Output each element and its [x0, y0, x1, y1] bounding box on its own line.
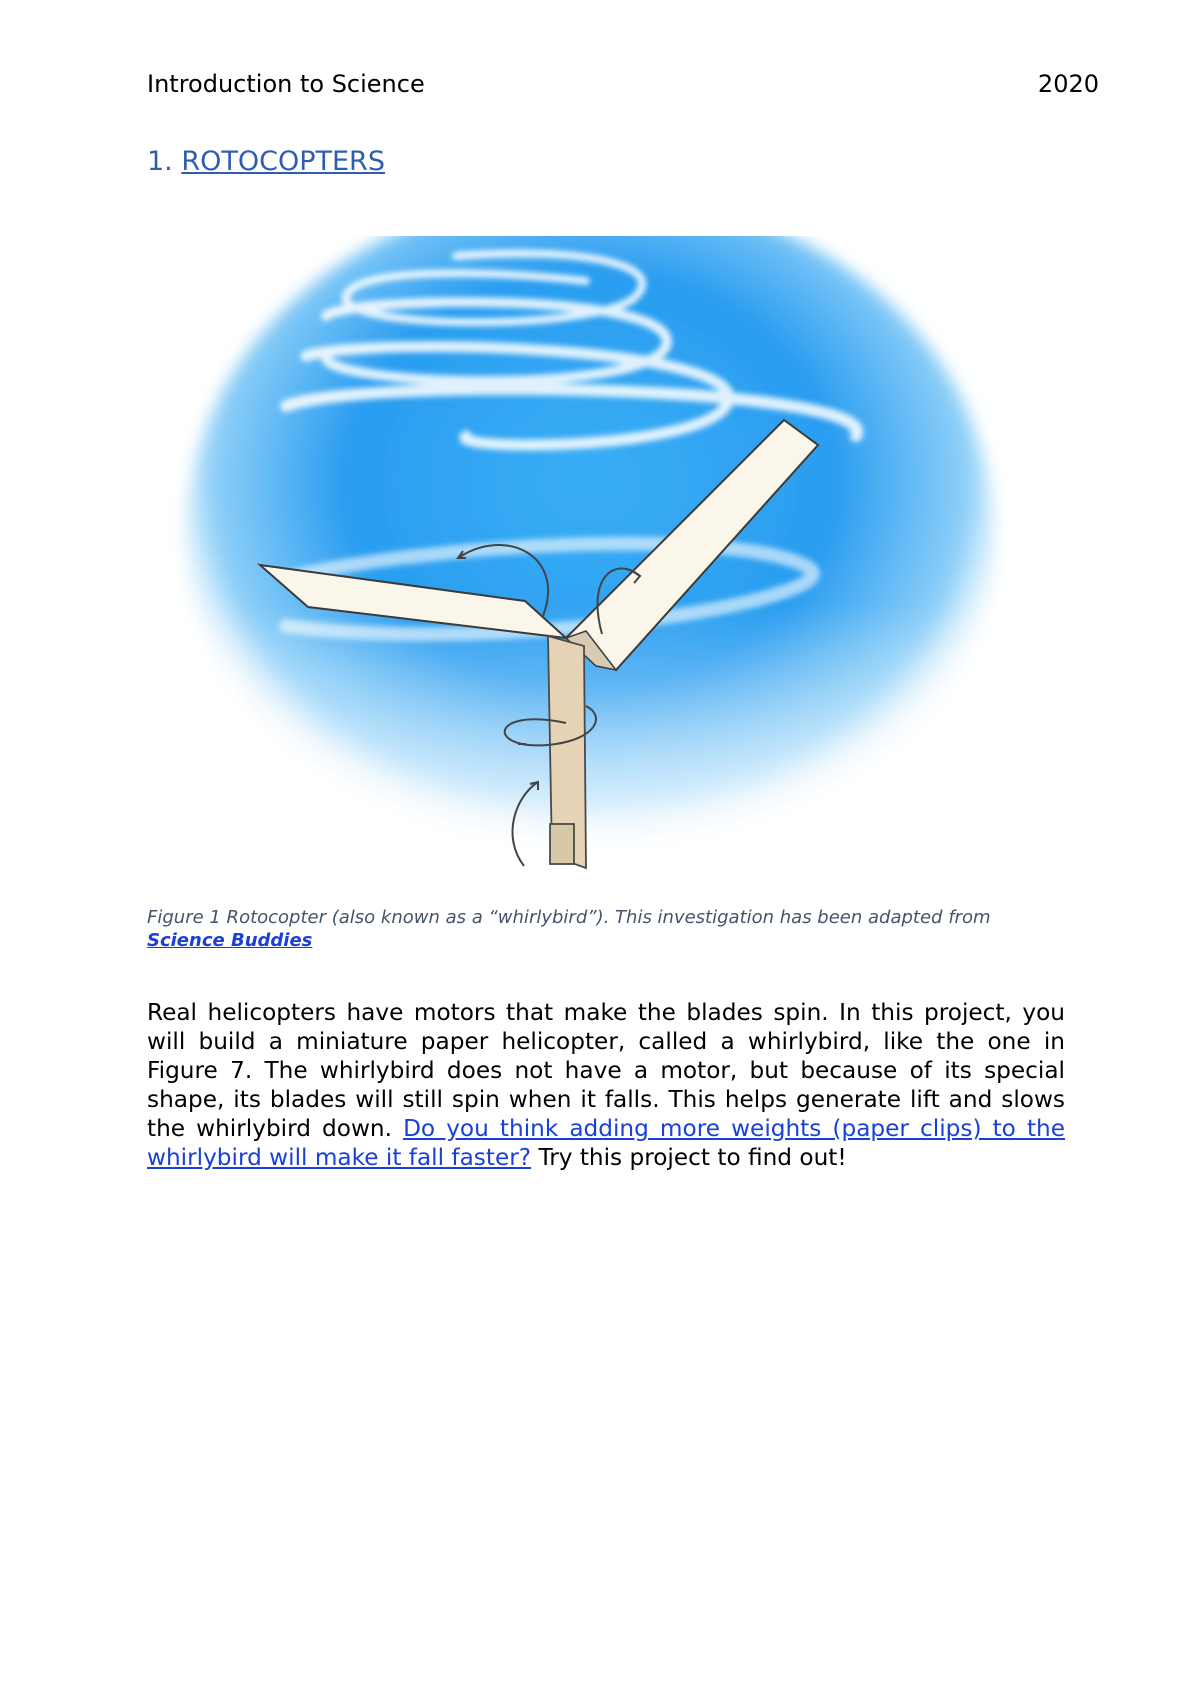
science-buddies-link[interactable]: Science Buddies	[147, 930, 313, 951]
section-number: 1.	[147, 146, 173, 177]
section-title-link[interactable]: ROTOCOPTERS	[181, 146, 385, 177]
page-header	[147, 70, 1099, 102]
paper-clip	[550, 824, 574, 864]
rotocopter-illustration	[166, 236, 1014, 906]
course-title: Introduction to Science	[147, 70, 425, 98]
caption-text: Figure 1 Rotocopter (also known as a “whirlybird”). This investigation has been adapted from	[147, 907, 991, 928]
question-link[interactable]: Do you think adding more weights (paper clips) to the whirlybird will make it fall faster?	[147, 1115, 1065, 1171]
year: 2020	[1037, 70, 1099, 98]
paragraph-text: Real helicopters have motors that make the blades spin. In this project, you will build a miniature paper helicopter, called a whirlybird, like the one in Figure 7. The whirlybird does not have a motor, but because of its special shape, its blades will still spin when it falls. This helps generate lift and slows the whirlybird down.	[147, 999, 1065, 1142]
figure-caption	[147, 906, 1047, 952]
intro-paragraph	[147, 998, 1065, 1172]
section-heading	[147, 146, 385, 177]
paragraph-closing: Try this project to find out!	[538, 1144, 847, 1171]
